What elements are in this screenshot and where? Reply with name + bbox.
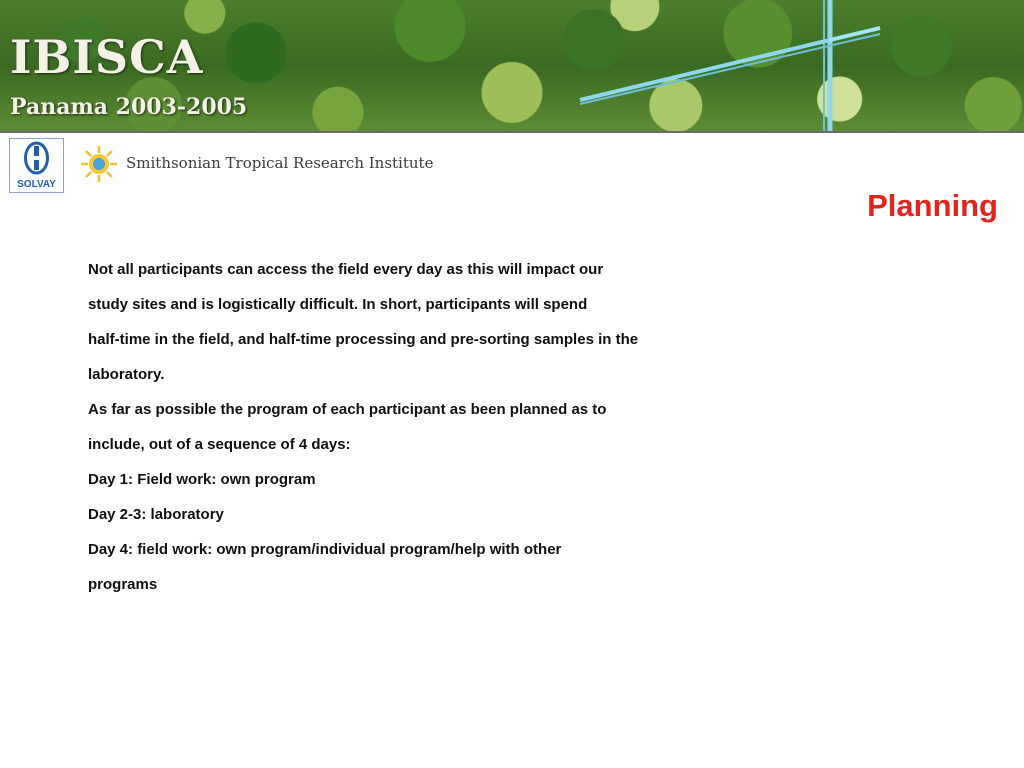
- body-line: include, out of a sequence of 4 days:: [88, 436, 351, 453]
- slide-body: [88, 252, 748, 602]
- day-4-item: Day 4: field work: own program/individual program/help with other: [88, 541, 562, 558]
- slide-heading: Planning: [867, 188, 998, 223]
- day-1-item: Day 1: Field work: own program: [88, 471, 316, 488]
- day-4-item-continued: programs: [88, 576, 158, 593]
- banner-divider: [0, 131, 1024, 133]
- banner-title: IBISCA: [10, 30, 204, 84]
- header-banner: [0, 0, 1024, 132]
- body-line: Not all participants can access the field every day as this will impact our: [88, 261, 604, 278]
- body-line: study sites and is logistically difficult. In short, participants will spend: [88, 296, 588, 313]
- canopy-crane-icon: [560, 0, 890, 132]
- institute-name: Smithsonian Tropical Research Institute: [126, 154, 434, 172]
- solvay-label: SOLVAY: [17, 179, 56, 190]
- smithsonian-sun-icon: [80, 145, 118, 183]
- body-line: As far as possible the program of each participant as been planned as to: [88, 401, 607, 418]
- day-2-3-item: Day 2-3: laboratory: [88, 506, 224, 523]
- body-line: half-time in the field, and half-time processing and pre-sorting samples in the: [88, 331, 639, 348]
- solvay-emblem-icon: [10, 139, 63, 179]
- body-line: laboratory.: [88, 366, 165, 383]
- banner-subtitle: Panama 2003-2005: [10, 94, 248, 120]
- solvay-logo: [9, 138, 64, 193]
